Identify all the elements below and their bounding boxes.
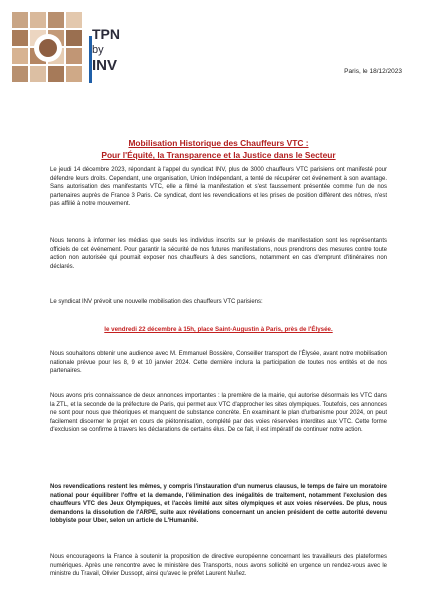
paragraph-6-demands: Nos revendications restent les mêmes, y compris l'instauration d'un numerus clausus, le temps de faire un moratoire national pour équilibrer l'offre et la demande, l'élimination des inégalités de traitement, notamment l'exclusion des chauffeurs VTC des Jeux Olympiques, et l'accès limité aux sites olympiques et aux voies réservées. De plus, nous demandons la dissolution de l'ARPE, suite aux révélations concernant un ancien président de cette autorité devenu lobbyiste pour Uber, selon un article de L'Humanité.	[50, 484, 387, 525]
logo-text	[92, 26, 132, 74]
logo-line-2: by	[92, 44, 104, 56]
logo-line-1: TPN	[92, 26, 120, 42]
paragraph-1: Le jeudi 14 décembre 2023, répondant à l'appel du syndicat INV, plus de 3000 chauffeurs VTC parisiens ont manifesté pour défendre leurs droits. Cependant, une organisation, Union Indépendant, a tenté de récupérer cet événement à son avantage. Sans autorisation des manifestants VTC, elle a filmé la manifestation et s'est faussement présentée comme l'un de nos partenaires auprès de France 3 Paris. Ce syndicat, dont les revendications et les prises de position diffèrent des nôtres, n'est pas affilié à notre mouvement.	[50, 167, 387, 208]
paragraph-3: Le syndicat INV prévoit une nouvelle mobilisation des chauffeurs VTC parisiens:	[50, 299, 263, 305]
logo-line-3: INV	[92, 57, 118, 74]
paragraph-2: Nous tenons à informer les médias que seuls les individus inscrits sur le préavis de manifestation sont les représentants officiels de cet événement. Pour garantir la sécurité de nos futures manifestations, nous prendrons des mesures contre toute action non autorisée qui pourrait exposer nos chauffeurs à des sanctions, notamment en cas d'emprunt d'itinéraires non déclarés.	[50, 238, 387, 270]
paragraph-7: Nous encourageons la France à soutenir la proposition de directive européenne concernant les travailleurs des plateformes numériques. Après une rencontre avec le ministère des Transports, nous avons sollicité en urgence un rendez-vous avec le ministre du Travail, Olivier Dussopt, ainsi qu'avec le préfet Laurent Nuñez.	[50, 554, 387, 578]
paragraph-5: Nous avons pris connaissance de deux annonces importantes : la première de la mairie, qui autorise désormais les VTC dans la ZTL, et la seconde de la préfecture de Paris, qui permet aux VTC d'approcher les sites olympiques. Toutefois, ces annonces ne sont pour nous que théoriques et manquent de substance concrète. En examinant le plan d'urbanisme pour 2024, on peut facilement discerner le projet en cours de piétonnisation, complété par des voies réservées interdites aux VTC. Cette forme d'exclusion se confirme à travers les déclarations de certains élus. De ce fait, il est impératif de continuer notre action.	[50, 393, 387, 434]
title-line-1: Mobilisation Historique des Chauffeurs VTC :	[128, 138, 309, 148]
document-date: Paris, le 18/12/2023	[344, 68, 402, 75]
paragraph-4: Nous souhaitons obtenir une audience avec M. Emmanuel Bossière, Conseiller transport de l'Élysée, avant notre mobilisation nationale prévue pour les 8, 9 et 10 janvier 2024. Cette dernière inclura la participation de toutes nos entités et de nos partenaires.	[50, 351, 387, 375]
tpn-logo	[10, 10, 120, 90]
logo-puzzle-graphic	[10, 10, 86, 86]
event-highlight: le vendredi 22 décembre à 15h, place Saint-Augustin à Paris, près de l'Élysée.	[104, 326, 333, 333]
title-line-2: Pour l'Équité, la Transparence et la Justice dans le Secteur	[101, 150, 336, 160]
